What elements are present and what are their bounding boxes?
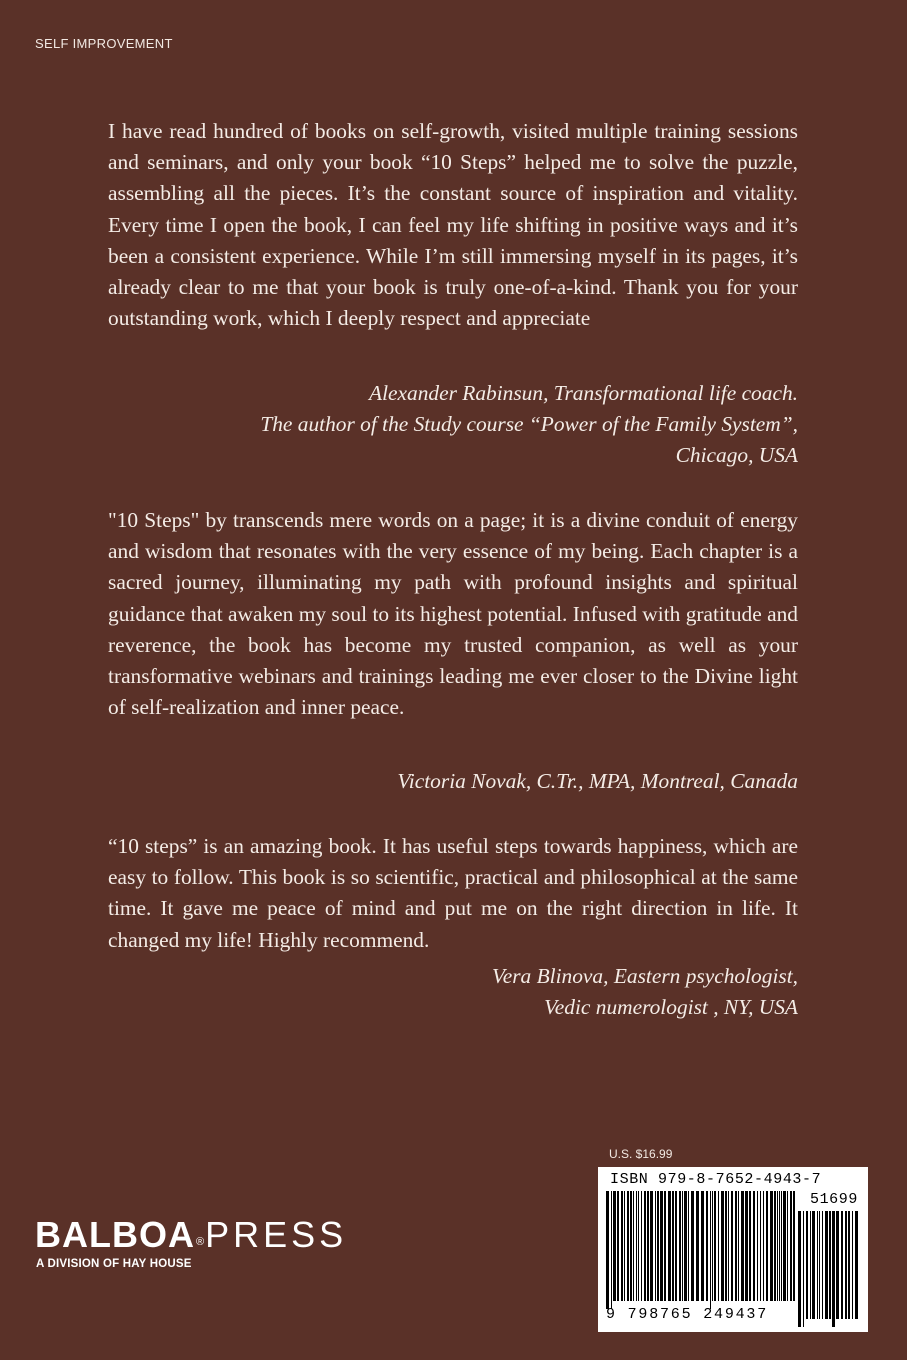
barcode-bar — [781, 1191, 782, 1301]
review-quote-2: "10 Steps" by transcends mere words on a page; it is a divine conduit of energy and wisdom that resonates with the very essence of my being. Each chapter is a sacred journey, illuminating my path with profound insights and spiritual guidance that awaken my soul to its highest potential. Infused with gratitude and reverence, the book has become my trusted companion, as well as your transformative webinars and trainings leading me ever closer to the Divine light of self-realization and inner peace. — [108, 508, 798, 720]
barcode-bar — [647, 1191, 649, 1301]
review-quote-1: I have read hundred of books on self-growth, visited multiple training sessions and seminars, and only your book “10 Steps” helped me to solve the puzzle, assembling all the pieces. It’s the constant source of inspiration and vitality. Every time I open the book, I can feel my life shifting in positive ways and it’s been a consistent experience. While I’m still immersing myself in its pages, it’s already clear to me that your book is truly one-of-a-kind. Thank you for your outstanding work, which I deeply respect and appreciate — [108, 119, 798, 331]
barcode-bar — [728, 1191, 729, 1301]
barcode-bar — [675, 1191, 677, 1301]
barcode-bar — [688, 1191, 689, 1301]
barcode-bar — [624, 1191, 625, 1301]
barcode-bar — [725, 1191, 727, 1301]
barcode-bar — [606, 1191, 609, 1309]
barcode-bar — [741, 1191, 744, 1301]
barcode-bar — [803, 1211, 804, 1327]
barcode-bar — [611, 1191, 612, 1309]
attribution-line: Vedic numerologist , NY, USA — [544, 995, 798, 1020]
publisher-logo — [35, 1214, 347, 1270]
barcode-bar — [783, 1191, 786, 1301]
barcode-bar — [684, 1191, 687, 1301]
barcode-bar — [757, 1191, 758, 1301]
barcode-bar — [657, 1191, 659, 1301]
review-attribution-2 — [108, 766, 798, 797]
barcode-bar — [668, 1191, 671, 1301]
review-quote-3: “10 steps” is an amazing book. It has useful steps towards happiness, which are easy to follow. This book is so scientific, practical and philosophical at the same time. It gave me peace of mind and put me on the right direction in life. It changed my life! Highly recommend. — [108, 834, 798, 952]
registered-mark: ® — [195, 1236, 205, 1248]
barcode-bar — [852, 1211, 853, 1319]
barcode-bar — [812, 1211, 815, 1319]
publisher-name-light: PRESS — [205, 1214, 348, 1255]
barcode-bar — [790, 1191, 792, 1301]
barcode-bar — [836, 1211, 839, 1319]
barcode-bar — [829, 1211, 831, 1319]
barcode-bar — [650, 1191, 653, 1301]
attribution-line: Alexander Rabinsun, Transformational life coach. — [369, 381, 798, 405]
barcode-bar — [718, 1191, 719, 1301]
barcode-bar — [749, 1191, 751, 1301]
barcode-bar — [682, 1191, 683, 1301]
review-attribution-1 — [108, 378, 798, 472]
barcode-bar — [798, 1211, 801, 1327]
category-label: SELF IMPROVEMENT — [35, 36, 173, 51]
barcode-bar — [638, 1191, 639, 1301]
barcode-bar — [817, 1211, 818, 1319]
barcode-bar — [787, 1191, 788, 1301]
attribution-line: Victoria Novak, C.Tr., MPA, Montreal, Canada — [397, 769, 798, 793]
review-attribution-3 — [108, 961, 798, 1023]
barcode-bar — [627, 1191, 629, 1301]
publisher-name-bold: BALBOA — [35, 1214, 195, 1255]
barcode-bar — [630, 1191, 632, 1301]
barcode-bar — [731, 1191, 733, 1301]
barcode-bar — [832, 1211, 835, 1327]
barcode-bar — [822, 1211, 823, 1319]
barcode-bar — [735, 1191, 737, 1301]
barcode-bar — [855, 1211, 858, 1319]
price-addon-digits: 51699 — [809, 1191, 858, 1208]
barcode-bar — [766, 1191, 768, 1301]
publisher-subtitle: A DIVISION OF HAY HOUSE — [36, 1258, 192, 1270]
barcode-bar — [760, 1191, 761, 1301]
barcode-bar — [841, 1211, 843, 1319]
barcode-bar — [621, 1191, 623, 1301]
barcode-bar — [644, 1191, 646, 1301]
barcode-bar — [617, 1191, 619, 1301]
barcode-bar — [641, 1191, 642, 1301]
ean-digits: 9 798765 249437 — [606, 1306, 769, 1323]
barcode-bar — [664, 1191, 666, 1301]
barcode-bar — [819, 1211, 820, 1319]
price-label: U.S. $16.99 — [609, 1147, 673, 1161]
barcode-bar — [753, 1191, 755, 1301]
barcode-bar — [774, 1191, 776, 1301]
barcode-bar — [721, 1191, 724, 1301]
attribution-line: Chicago, USA — [675, 443, 798, 468]
barcode-bar — [779, 1191, 780, 1301]
barcode-bar — [777, 1191, 778, 1301]
barcode-bar — [710, 1191, 711, 1309]
barcode-bar — [633, 1191, 634, 1301]
barcode-bar — [696, 1191, 699, 1301]
ean-barcode-bars — [606, 1191, 796, 1309]
barcode-bar — [613, 1191, 616, 1301]
barcode-bar — [714, 1191, 716, 1301]
barcode-bar — [770, 1191, 773, 1301]
barcode-bar — [712, 1191, 713, 1301]
barcode-bar — [660, 1191, 663, 1301]
barcode-bar — [763, 1191, 764, 1301]
barcode-bar — [745, 1191, 748, 1301]
barcode-bar — [655, 1191, 656, 1301]
attribution-line: Vera Blinova, Eastern psychologist, — [492, 964, 798, 988]
barcode-bar — [691, 1191, 694, 1301]
barcode-bar — [679, 1191, 681, 1301]
barcode-bar — [738, 1191, 739, 1301]
barcode-bar — [706, 1191, 708, 1301]
barcode-bar — [845, 1211, 847, 1319]
barcode-bar — [793, 1191, 795, 1301]
barcode-bar — [806, 1211, 808, 1319]
barcode-bar — [701, 1191, 704, 1301]
barcode-bar — [848, 1211, 850, 1319]
barcode-bar — [672, 1191, 674, 1301]
addon-barcode-bars — [798, 1211, 858, 1327]
barcode-bar — [810, 1211, 811, 1319]
barcode-bar — [636, 1191, 637, 1301]
barcode-bar — [825, 1211, 828, 1319]
isbn-text: ISBN 979-8-7652-4943-7 — [610, 1171, 822, 1188]
attribution-line: The author of the Study course “Power of the Family System”, — [260, 412, 798, 437]
isbn-barcode — [598, 1167, 868, 1332]
